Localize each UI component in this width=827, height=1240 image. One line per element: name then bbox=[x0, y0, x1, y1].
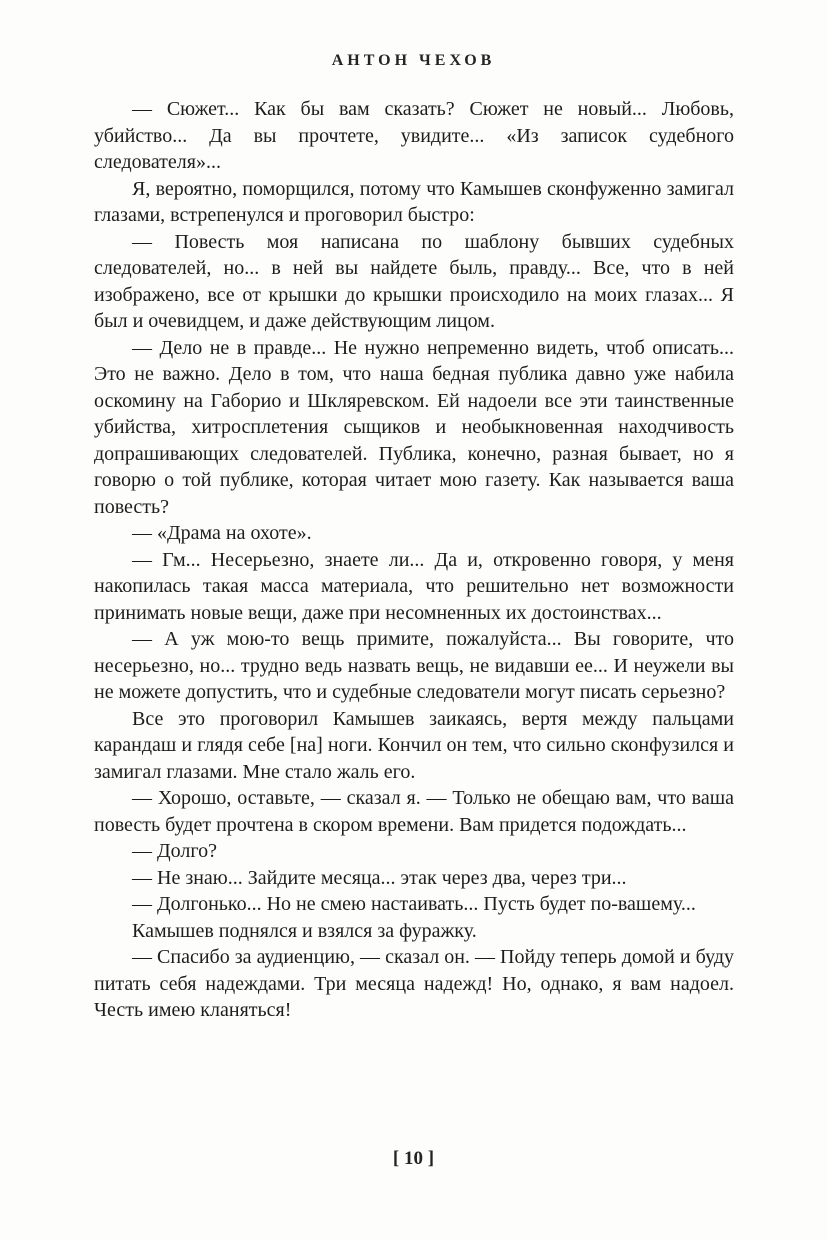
page-number: [ 10 ] bbox=[392, 1148, 435, 1169]
paragraph: — Спасибо за аудиенцию, — сказал он. — Пойду теперь домой и буду питать себя надеждами. Три месяца надежд! Но, однако, я вам надоел. Честь имею кланяться! bbox=[94, 946, 734, 1021]
paragraph: — «Драма на охоте». bbox=[132, 522, 312, 544]
running-head-author: АНТОН ЧЕХОВ bbox=[331, 52, 496, 69]
paragraph: Камышев поднялся и взялся за фуражку. bbox=[132, 919, 477, 942]
paragraph: — Долго? bbox=[132, 840, 217, 862]
paragraph: — А уж мою-то вещь примите, пожалуйста... Вы говорите, что несерьезно, но... трудно ведь назвать вещь, не видавши ее... И неужели вы не можете допустить, что и судебные следователи могут писать серьезно? bbox=[94, 628, 734, 703]
paragraph: — Долгонько... Но не смею настаивать... Пусть будет по-вашему... bbox=[132, 893, 696, 915]
paragraph: — Гм... Несерьезно, знаете ли... Да и, откровенно говоря, у меня накопилась такая масса материала, что решительно нет возможности принимать новые вещи, даже при несомненных их достоинствах... bbox=[94, 548, 734, 624]
paragraph: — Хорошо, оставьте, — сказал я. — Только не обещаю вам, что ваша повесть будет прочтена в скором времени. Вам придется подождать... bbox=[94, 787, 734, 836]
paragraph: — Не знаю... Зайдите месяца... этак через два, через три... bbox=[132, 866, 627, 889]
paragraph: — Повесть моя написана по шаблону бывших судебных следователей, но... в ней вы найдете быль, правду... Все, что в ней изображено, все от крышки до крышки происходило на моих глазах... Я был и очевидцем, и даже действующим лицом. bbox=[94, 230, 734, 332]
paragraph: Я, вероятно, поморщился, потому что Камышев сконфуженно замигал глазами, встрепенулся и проговорил быстро: bbox=[94, 177, 734, 226]
paragraph: — Сюжет... Как бы вам сказать? Сюжет не новый... Любовь, убийство... Да вы прочтете, увидите... «Из записок судебного следователя»... bbox=[94, 98, 734, 173]
body-text bbox=[94, 96, 734, 1024]
paragraph: Все это проговорил Камышев заикаясь, вертя между пальцами карандаш и глядя себе [на] ноги. Кончил он тем, что сильно сконфузился и замигал глазами. Мне стало жаль его. bbox=[94, 707, 734, 783]
paragraph: — Дело не в правде... Не нужно непременно видеть, чтоб описать... Это не важно. Дело в том, что наша бедная публика давно уже набила оскомину на Габорио и Шкляревском. Ей надоели все эти таинственные убийства, хитросплетения сыщиков и необыкновенная находчивость допрашивающих следователей. Публика, конечно, разная бывает, но я говорю о той публике, которая читает мою газету. Как называется ваша повесть? bbox=[94, 336, 734, 518]
